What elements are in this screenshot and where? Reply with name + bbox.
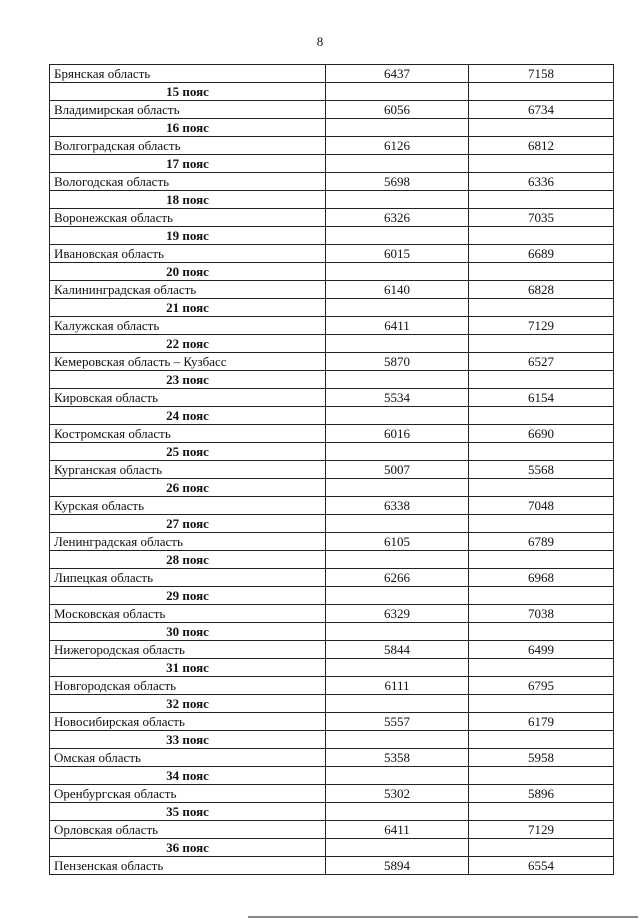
value-column-1: 6266 bbox=[326, 569, 469, 587]
belt-row bbox=[50, 263, 614, 281]
empty-cell bbox=[326, 515, 469, 533]
belt-row bbox=[50, 731, 614, 749]
value-column-1: 5534 bbox=[326, 389, 469, 407]
belt-label: 29 пояс bbox=[50, 587, 326, 605]
empty-cell bbox=[326, 587, 469, 605]
region-row bbox=[50, 569, 614, 587]
region-row bbox=[50, 461, 614, 479]
empty-cell bbox=[469, 803, 614, 821]
region-row bbox=[50, 137, 614, 155]
belt-row bbox=[50, 479, 614, 497]
belt-label: 25 пояс bbox=[50, 443, 326, 461]
empty-cell bbox=[469, 83, 614, 101]
value-column-1: 6126 bbox=[326, 137, 469, 155]
empty-cell bbox=[469, 191, 614, 209]
belt-label: 18 пояс bbox=[50, 191, 326, 209]
belt-label: 15 пояс bbox=[50, 83, 326, 101]
belt-row bbox=[50, 587, 614, 605]
empty-cell bbox=[469, 155, 614, 173]
belt-row bbox=[50, 803, 614, 821]
belt-row bbox=[50, 155, 614, 173]
belt-label: 30 пояс bbox=[50, 623, 326, 641]
empty-cell bbox=[326, 407, 469, 425]
empty-cell bbox=[469, 443, 614, 461]
belt-row bbox=[50, 551, 614, 569]
value-column-2: 6179 bbox=[469, 713, 614, 731]
value-column-2: 7035 bbox=[469, 209, 614, 227]
value-column-2: 6527 bbox=[469, 353, 614, 371]
empty-cell bbox=[326, 191, 469, 209]
empty-cell bbox=[469, 263, 614, 281]
value-column-1: 5007 bbox=[326, 461, 469, 479]
empty-cell bbox=[326, 551, 469, 569]
region-name: Орловская область bbox=[50, 821, 326, 839]
table-body bbox=[50, 65, 614, 875]
region-row bbox=[50, 425, 614, 443]
value-column-1: 6338 bbox=[326, 497, 469, 515]
region-name: Курганская область bbox=[50, 461, 326, 479]
empty-cell bbox=[326, 83, 469, 101]
value-column-1: 5358 bbox=[326, 749, 469, 767]
belt-row bbox=[50, 371, 614, 389]
region-row bbox=[50, 173, 614, 191]
value-column-2: 6828 bbox=[469, 281, 614, 299]
value-column-2: 5896 bbox=[469, 785, 614, 803]
belt-row bbox=[50, 335, 614, 353]
region-name: Калининградская область bbox=[50, 281, 326, 299]
value-column-1: 6437 bbox=[326, 65, 469, 83]
belt-label: 31 пояс bbox=[50, 659, 326, 677]
region-row bbox=[50, 641, 614, 659]
belt-label: 20 пояс bbox=[50, 263, 326, 281]
empty-cell bbox=[326, 299, 469, 317]
region-row bbox=[50, 497, 614, 515]
value-column-1: 6329 bbox=[326, 605, 469, 623]
value-column-2: 6554 bbox=[469, 857, 614, 875]
region-row bbox=[50, 389, 614, 407]
empty-cell bbox=[326, 839, 469, 857]
region-row bbox=[50, 821, 614, 839]
empty-cell bbox=[326, 227, 469, 245]
value-column-1: 6056 bbox=[326, 101, 469, 119]
belt-label: 33 пояс bbox=[50, 731, 326, 749]
region-row bbox=[50, 281, 614, 299]
belt-row bbox=[50, 839, 614, 857]
value-column-1: 6326 bbox=[326, 209, 469, 227]
value-column-2: 6336 bbox=[469, 173, 614, 191]
value-column-1: 6111 bbox=[326, 677, 469, 695]
belt-label: 32 пояс bbox=[50, 695, 326, 713]
value-column-2: 6499 bbox=[469, 641, 614, 659]
region-name: Воронежская область bbox=[50, 209, 326, 227]
value-column-2: 6690 bbox=[469, 425, 614, 443]
value-column-1: 6016 bbox=[326, 425, 469, 443]
value-column-1: 6411 bbox=[326, 317, 469, 335]
region-row bbox=[50, 713, 614, 731]
region-name: Владимирская область bbox=[50, 101, 326, 119]
empty-cell bbox=[469, 551, 614, 569]
region-name: Ивановская область bbox=[50, 245, 326, 263]
empty-cell bbox=[326, 767, 469, 785]
empty-cell bbox=[469, 839, 614, 857]
empty-cell bbox=[469, 659, 614, 677]
page-number: 8 bbox=[316, 34, 324, 49]
region-name: Новосибирская область bbox=[50, 713, 326, 731]
value-column-2: 7038 bbox=[469, 605, 614, 623]
region-row bbox=[50, 101, 614, 119]
empty-cell bbox=[469, 407, 614, 425]
belt-label: 28 пояс bbox=[50, 551, 326, 569]
empty-cell bbox=[469, 587, 614, 605]
empty-cell bbox=[326, 155, 469, 173]
value-column-2: 6812 bbox=[469, 137, 614, 155]
region-name: Костромская область bbox=[50, 425, 326, 443]
empty-cell bbox=[469, 371, 614, 389]
value-column-2: 6689 bbox=[469, 245, 614, 263]
region-name: Кировская область bbox=[50, 389, 326, 407]
region-row bbox=[50, 785, 614, 803]
belt-row bbox=[50, 695, 614, 713]
belt-row bbox=[50, 119, 614, 137]
belt-label: 27 пояс bbox=[50, 515, 326, 533]
empty-cell bbox=[326, 659, 469, 677]
region-name: Курская область bbox=[50, 497, 326, 515]
value-column-2: 6968 bbox=[469, 569, 614, 587]
value-column-1: 5698 bbox=[326, 173, 469, 191]
region-name: Кемеровская область – Кузбасс bbox=[50, 353, 326, 371]
region-name: Липецкая область bbox=[50, 569, 326, 587]
region-name: Брянская область bbox=[50, 65, 326, 83]
region-row bbox=[50, 317, 614, 335]
belt-label: 34 пояс bbox=[50, 767, 326, 785]
belt-row bbox=[50, 83, 614, 101]
region-name: Московская область bbox=[50, 605, 326, 623]
empty-cell bbox=[326, 695, 469, 713]
belt-label: 21 пояс bbox=[50, 299, 326, 317]
value-column-1: 6411 bbox=[326, 821, 469, 839]
empty-cell bbox=[326, 443, 469, 461]
belt-row bbox=[50, 623, 614, 641]
region-name: Новгородская область bbox=[50, 677, 326, 695]
belt-row bbox=[50, 659, 614, 677]
belt-row bbox=[50, 515, 614, 533]
value-column-1: 5557 bbox=[326, 713, 469, 731]
empty-cell bbox=[469, 695, 614, 713]
value-column-2: 6795 bbox=[469, 677, 614, 695]
region-name: Вологодская область bbox=[50, 173, 326, 191]
value-column-1: 5894 bbox=[326, 857, 469, 875]
belt-label: 22 пояс bbox=[50, 335, 326, 353]
value-column-1: 6140 bbox=[326, 281, 469, 299]
belt-row bbox=[50, 443, 614, 461]
region-name: Калужская область bbox=[50, 317, 326, 335]
empty-cell bbox=[469, 731, 614, 749]
region-row bbox=[50, 65, 614, 83]
belt-label: 35 пояс bbox=[50, 803, 326, 821]
value-column-1: 5302 bbox=[326, 785, 469, 803]
region-row bbox=[50, 533, 614, 551]
page-bottom-edge bbox=[248, 916, 638, 918]
empty-cell bbox=[326, 803, 469, 821]
empty-cell bbox=[326, 623, 469, 641]
value-column-2: 7158 bbox=[469, 65, 614, 83]
empty-cell bbox=[326, 479, 469, 497]
value-column-1: 6015 bbox=[326, 245, 469, 263]
empty-cell bbox=[469, 623, 614, 641]
region-name: Пензенская область bbox=[50, 857, 326, 875]
value-column-1: 5870 bbox=[326, 353, 469, 371]
belt-row bbox=[50, 299, 614, 317]
empty-cell bbox=[469, 479, 614, 497]
region-name: Ленинградская область bbox=[50, 533, 326, 551]
value-column-1: 6105 bbox=[326, 533, 469, 551]
value-column-2: 6154 bbox=[469, 389, 614, 407]
region-row bbox=[50, 605, 614, 623]
value-column-2: 7129 bbox=[469, 821, 614, 839]
region-values-table bbox=[49, 64, 614, 875]
belt-label: 26 пояс bbox=[50, 479, 326, 497]
value-column-2: 6734 bbox=[469, 101, 614, 119]
value-column-2: 6789 bbox=[469, 533, 614, 551]
empty-cell bbox=[326, 335, 469, 353]
region-row bbox=[50, 857, 614, 875]
region-name: Нижегородская область bbox=[50, 641, 326, 659]
belt-row bbox=[50, 227, 614, 245]
belt-row bbox=[50, 191, 614, 209]
belt-label: 16 пояс bbox=[50, 119, 326, 137]
empty-cell bbox=[469, 227, 614, 245]
value-column-2: 7129 bbox=[469, 317, 614, 335]
empty-cell bbox=[469, 335, 614, 353]
belt-row bbox=[50, 407, 614, 425]
value-column-1: 5844 bbox=[326, 641, 469, 659]
empty-cell bbox=[326, 119, 469, 137]
value-column-2: 5568 bbox=[469, 461, 614, 479]
region-name: Омская область bbox=[50, 749, 326, 767]
belt-label: 19 пояс bbox=[50, 227, 326, 245]
empty-cell bbox=[469, 515, 614, 533]
region-row bbox=[50, 245, 614, 263]
region-row bbox=[50, 353, 614, 371]
belt-label: 24 пояс bbox=[50, 407, 326, 425]
region-name: Оренбургская область bbox=[50, 785, 326, 803]
empty-cell bbox=[326, 263, 469, 281]
region-row bbox=[50, 209, 614, 227]
empty-cell bbox=[469, 767, 614, 785]
value-column-2: 5958 bbox=[469, 749, 614, 767]
region-row bbox=[50, 749, 614, 767]
empty-cell bbox=[326, 731, 469, 749]
value-column-2: 7048 bbox=[469, 497, 614, 515]
empty-cell bbox=[469, 299, 614, 317]
belt-row bbox=[50, 767, 614, 785]
belt-label: 17 пояс bbox=[50, 155, 326, 173]
region-row bbox=[50, 677, 614, 695]
empty-cell bbox=[469, 119, 614, 137]
belt-label: 23 пояс bbox=[50, 371, 326, 389]
region-name: Волгоградская область bbox=[50, 137, 326, 155]
belt-label: 36 пояс bbox=[50, 839, 326, 857]
empty-cell bbox=[326, 371, 469, 389]
